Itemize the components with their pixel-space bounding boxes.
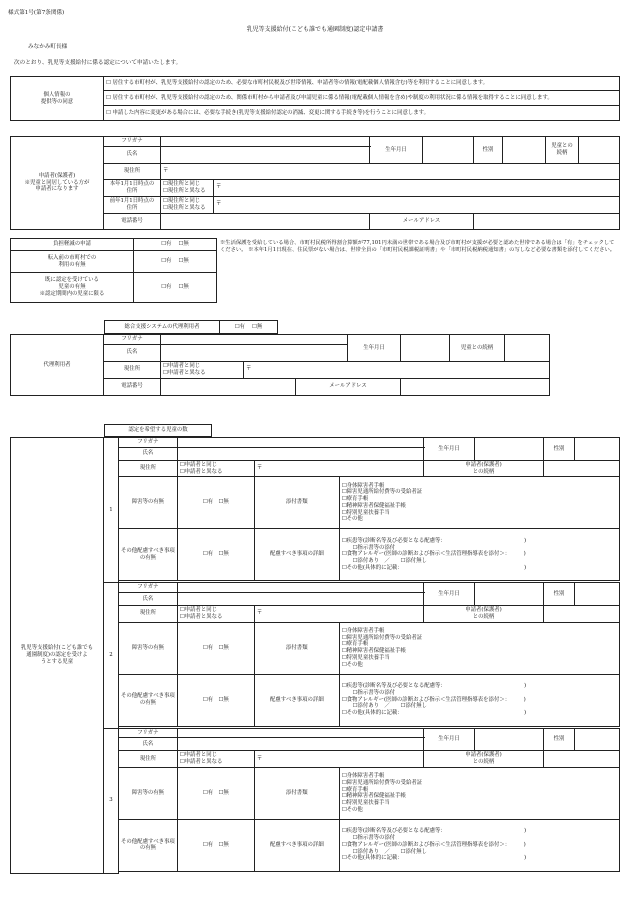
moved-yesno[interactable]: ☐有 ☐無: [134, 251, 217, 273]
burden-label: 負担軽減の申請: [11, 239, 134, 251]
children-table: [10, 437, 620, 874]
email-field[interactable]: [474, 213, 620, 229]
attached-label: 添付書類: [254, 622, 339, 674]
child-address-field[interactable]: 〒: [254, 460, 423, 477]
child-address-field[interactable]: 〒: [254, 751, 423, 768]
child-address-field[interactable]: 〒: [254, 606, 423, 623]
child-relation-field[interactable]: [544, 606, 620, 623]
form-number: 様式第1号(第7条関係): [8, 10, 65, 16]
consent-label: 個人情報の 提供等の同意: [11, 77, 104, 121]
child-sex-label: 性別: [544, 728, 575, 751]
proxy-phone-label: 電話番号: [104, 378, 161, 395]
proxy-birth-field[interactable]: [401, 335, 450, 362]
detail-list[interactable]: ☐疾患等(診断名等及び必要となる配慮等： ) ☐指示書等の添付 ☐食物アレルギー(医師の診断および指示＜生活管理指導表を添付＞： ) ☐添付あり ／ ☐添付無し ☐その他(具体的に記載： ): [339, 674, 619, 726]
proxy-table: [10, 334, 550, 396]
child-addr-opts[interactable]: ☐申請者と同じ ☐申請者と異なる: [177, 606, 254, 623]
applicant-label: 申請者(保護者) ※児童と同居している方が 申請者になります: [11, 137, 104, 230]
child-furigana-field[interactable]: [177, 728, 423, 738]
existing-label: 既に認定を受けている 児童の有無 ※認定期間内の児童に限る: [11, 273, 134, 303]
phone-field[interactable]: [161, 213, 370, 229]
proxy-label: 代理利用者: [11, 335, 104, 396]
child-count-table: [104, 424, 212, 437]
disability-yesno[interactable]: ☐有 ☐無: [177, 767, 254, 819]
addressee: みなかみ町長様: [28, 44, 68, 50]
furigana-field[interactable]: [161, 137, 370, 147]
other-yesno[interactable]: ☐有 ☐無: [177, 674, 254, 726]
relation-field[interactable]: [579, 137, 620, 164]
disability-label: 障害等の有無: [119, 622, 178, 674]
child-sex-field[interactable]: [575, 583, 620, 606]
detail-label: 配慮すべき事項の詳細: [254, 674, 339, 726]
child-relation-label: 申請者(保護者) との続柄: [424, 460, 544, 477]
phone-label: 電話番号: [104, 213, 161, 229]
proxy-name-label: 氏名: [104, 344, 161, 361]
child-address-label: 現住所: [119, 606, 178, 623]
child-name-label: 氏名: [119, 738, 178, 751]
proxy-addr-opts[interactable]: ☐申請者と同じ ☐申請者と異なる: [161, 361, 244, 378]
child-count-label: 認定を希望する児童の数: [105, 425, 212, 437]
applicant-extra-table: [10, 238, 217, 303]
consent-item-1[interactable]: ☐ 居住する市町村が、乳児等支援給付の認定のため、必要な市町村民税及び世帯情報、申請者等の情報(電配載個人情報含む)等を利用することに同意します。: [104, 77, 620, 91]
detail-label: 配慮すべき事項の詳細: [254, 819, 339, 871]
child-name-label: 氏名: [119, 447, 178, 460]
children-label: 乳児等支援給付(こども誰でも 通園制度)の認定を受けよ うとする児童: [11, 438, 104, 874]
furigana-label: フリガナ: [104, 137, 161, 147]
proxy-name-field[interactable]: [161, 344, 348, 361]
proxy-relation-label: 児童との続柄: [450, 335, 505, 362]
proxy-system-yesno[interactable]: ☐有 ☐無: [220, 321, 278, 334]
relation-label: 児童との 続柄: [546, 137, 579, 164]
proxy-birth-label: 生年月日: [348, 335, 401, 362]
child-address-label: 現住所: [119, 460, 178, 477]
child-number: 1: [104, 438, 119, 583]
child-sex-label: 性別: [544, 583, 575, 606]
child-sex-field[interactable]: [575, 438, 620, 461]
other-label: その他配慮すべき事項 の有無: [119, 529, 178, 581]
proxy-relation-field[interactable]: [505, 335, 550, 362]
child-birth-label: 生年月日: [424, 583, 475, 606]
jan1-this-field[interactable]: 〒: [214, 179, 620, 196]
sex-field[interactable]: [503, 137, 546, 164]
consent-table: [10, 76, 620, 121]
form-title: 乳児等支援給付(こども誰でも通園制度)認定申請書: [246, 26, 384, 33]
disability-label: 障害等の有無: [119, 767, 178, 819]
sex-label: 性別: [474, 137, 503, 164]
child-number: 2: [104, 583, 119, 728]
jan1-this-opts[interactable]: ☐現住所と同じ ☐現住所と異なる: [161, 179, 214, 196]
jan1-this-label: 本年1月1日時点の 住所: [104, 179, 161, 196]
intro-text: 次のとおり、乳児等支援給付に係る認定について申請いたします。: [14, 60, 182, 66]
child-address-label: 現住所: [119, 751, 178, 768]
birthdate-label: 生年月日: [370, 137, 423, 164]
child-relation-label: 申請者(保護者) との続柄: [424, 606, 544, 623]
child-birth-field[interactable]: [475, 728, 544, 751]
disability-yesno[interactable]: ☐有 ☐無: [177, 622, 254, 674]
child-relation-field[interactable]: [544, 751, 620, 768]
jan1-prev-field[interactable]: 〒: [214, 196, 620, 213]
name-label: 氏名: [104, 146, 161, 163]
jan1-prev-opts[interactable]: ☐現住所と同じ ☐現住所と異なる: [161, 196, 214, 213]
burden-yesno[interactable]: ☐有 ☐無: [134, 239, 217, 251]
attached-label: 添付書類: [254, 767, 339, 819]
child-furigana-field[interactable]: [177, 438, 423, 448]
attached-label: 添付書類: [254, 477, 339, 529]
child-birth-field[interactable]: [475, 583, 544, 606]
proxy-email-field[interactable]: [401, 378, 550, 395]
child-furigana-label: フリガナ: [119, 728, 178, 738]
name-field[interactable]: [161, 146, 370, 163]
proxy-system-label: 総合支援システムの代理利用者: [105, 321, 220, 334]
detail-list[interactable]: ☐疾患等(診断名等及び必要となる配慮等： ) ☐指示書等の添付 ☐食物アレルギー(医師の診断および指示＜生活管理指導表を添付＞： ) ☐添付あり ／ ☐添付無し ☐その他(具体的に記載： ): [339, 819, 619, 871]
child-name-field[interactable]: [177, 593, 423, 606]
other-yesno[interactable]: ☐有 ☐無: [177, 819, 254, 871]
child-number: 3: [104, 728, 119, 873]
consent-item-3[interactable]: ☐ 申請した内容に変更がある場合には、必要な手続き(乳児等支援給付認定の消滅、変更に関する手続き等)を行うことに同意します。: [104, 106, 620, 121]
proxy-address-field[interactable]: 〒: [244, 361, 550, 378]
child-relation-field[interactable]: [544, 460, 620, 477]
child-sex-label: 性別: [544, 438, 575, 461]
child-birth-field[interactable]: [475, 438, 544, 461]
proxy-system-table: [104, 320, 278, 334]
other-label: その他配慮すべき事項 の有無: [119, 674, 178, 726]
attached-docs[interactable]: ☐身体障害者手帳 ☐障害児通所給付費等の受給者証 ☐療育手帳 ☐精神障害者保健福祉手帳 ☐特別児童扶養手当 ☐その他: [339, 477, 619, 529]
child-relation-label: 申請者(保護者) との続柄: [424, 751, 544, 768]
proxy-phone-field[interactable]: [161, 378, 296, 395]
child-name-field[interactable]: [177, 447, 423, 460]
child-furigana-field[interactable]: [177, 583, 423, 593]
proxy-furigana-label: フリガナ: [104, 335, 161, 345]
child-addr-opts[interactable]: ☐申請者と同じ ☐申請者と異なる: [177, 751, 254, 768]
existing-yesno[interactable]: ☐有 ☐無: [134, 273, 217, 303]
applicant-table: [10, 136, 620, 230]
other-label: その他配慮すべき事項 の有無: [119, 819, 178, 871]
proxy-address-label: 現住所: [104, 361, 161, 378]
address-field[interactable]: 〒: [161, 163, 620, 179]
email-label: メールアドレス: [370, 213, 474, 229]
attached-docs[interactable]: ☐身体障害者手帳 ☐障害児通所給付費等の受給者証 ☐療育手帳 ☐精神障害者保健福祉手帳 ☐特別児童扶養手当 ☐その他: [339, 767, 619, 819]
proxy-furigana-field[interactable]: [161, 335, 348, 345]
moved-label: 転入前の市町村での 利用の有無: [11, 251, 134, 273]
proxy-email-label: メールアドレス: [296, 378, 401, 395]
child-birth-label: 生年月日: [424, 728, 475, 751]
other-yesno[interactable]: ☐有 ☐無: [177, 529, 254, 581]
child-furigana-label: フリガナ: [119, 438, 178, 448]
child-furigana-label: フリガナ: [119, 583, 178, 593]
child-name-label: 氏名: [119, 593, 178, 606]
jan1-prev-label: 前年1月1日時点の 住所: [104, 196, 161, 213]
disability-label: 障害等の有無: [119, 477, 178, 529]
child-addr-opts[interactable]: ☐申請者と同じ ☐申請者と異なる: [177, 460, 254, 477]
birthdate-field[interactable]: [423, 137, 474, 164]
detail-label: 配慮すべき事項の詳細: [254, 529, 339, 581]
burden-note: ※生活保護を受給している場合、市町村民税所得割合算額が77,101円未満の世帯である場合及び市町村が支援が必要と認めた世帯である場合は「有」をチェックしてください。 ※本年1月1日現在、住民票がない場合は、世帯全員の「市町村民税課税証明書」や「市町村民税納税通知書」の写しなど必要な書類を添付してください。: [220, 240, 616, 253]
consent-item-2[interactable]: ☐ 居住する市町村が、乳児等支援給付の認定のため、関係市町村から申請者及び申請児童に係る情報(電配載個人情報を含め)や制度の利用状況に係る情報を取得することに同意します。: [104, 91, 620, 106]
child-name-field[interactable]: [177, 738, 423, 751]
detail-list[interactable]: ☐疾患等(診断名等及び必要となる配慮等： ) ☐指示書等の添付 ☐食物アレルギー(医師の診断および指示＜生活管理指導表を添付＞： ) ☐添付あり ／ ☐添付無し ☐その他(具体的に記載： ): [339, 529, 619, 581]
child-birth-label: 生年月日: [424, 438, 475, 461]
attached-docs[interactable]: ☐身体障害者手帳 ☐障害児通所給付費等の受給者証 ☐療育手帳 ☐精神障害者保健福祉手帳 ☐特別児童扶養手当 ☐その他: [339, 622, 619, 674]
disability-yesno[interactable]: ☐有 ☐無: [177, 477, 254, 529]
address-label: 現住所: [104, 163, 161, 179]
child-sex-field[interactable]: [575, 728, 620, 751]
